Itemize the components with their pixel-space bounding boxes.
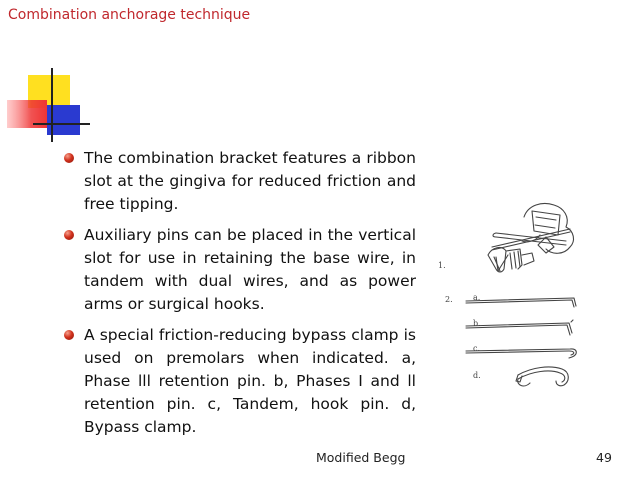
combination-bracket-drawing — [488, 204, 573, 273]
figure-label-1: 1. — [438, 261, 446, 270]
figure-label-a: a. — [473, 293, 481, 302]
bullet-icon — [64, 230, 74, 240]
figure-label-d: d. — [473, 371, 481, 380]
bracket-pins-illustration — [436, 195, 588, 400]
slide-title: Combination anchorage technique — [8, 7, 251, 23]
figure-label-b: b. — [473, 319, 481, 328]
list-item — [64, 324, 416, 439]
list-item — [64, 224, 416, 316]
footer-text: Modified Begg — [316, 450, 406, 465]
bullet-text: Auxiliary pins can be placed in the vertical slot for use in retaining the base wire, in tandem with dual wires, and as power arms or surgical hooks. — [84, 226, 416, 313]
bullet-text: The combination bracket features a ribbon slot at the gingiva for reduced friction and free tipping. — [84, 149, 416, 213]
bullet-list — [64, 147, 416, 447]
bullet-icon — [64, 153, 74, 163]
pin-b-drawing — [466, 320, 573, 335]
bracket-pins-figure — [436, 195, 588, 400]
bullet-text: A special friction-reducing bypass clamp is used on premolars when indicated. a, Phase lll retention pin. b, Phases I and ll retention pin. c, Tandem, hook pin. d, Bypass clamp. — [84, 326, 416, 436]
decorative-squares — [0, 0, 90, 150]
bullet-icon — [64, 330, 74, 340]
pin-d-drawing — [516, 367, 568, 386]
pin-a-drawing — [466, 298, 576, 307]
slide-number: 49 — [596, 450, 612, 465]
list-item — [64, 147, 416, 216]
figure-label-c: c. — [473, 344, 481, 353]
figure-label-2: 2. — [445, 295, 453, 304]
pin-c-drawing — [466, 349, 576, 358]
